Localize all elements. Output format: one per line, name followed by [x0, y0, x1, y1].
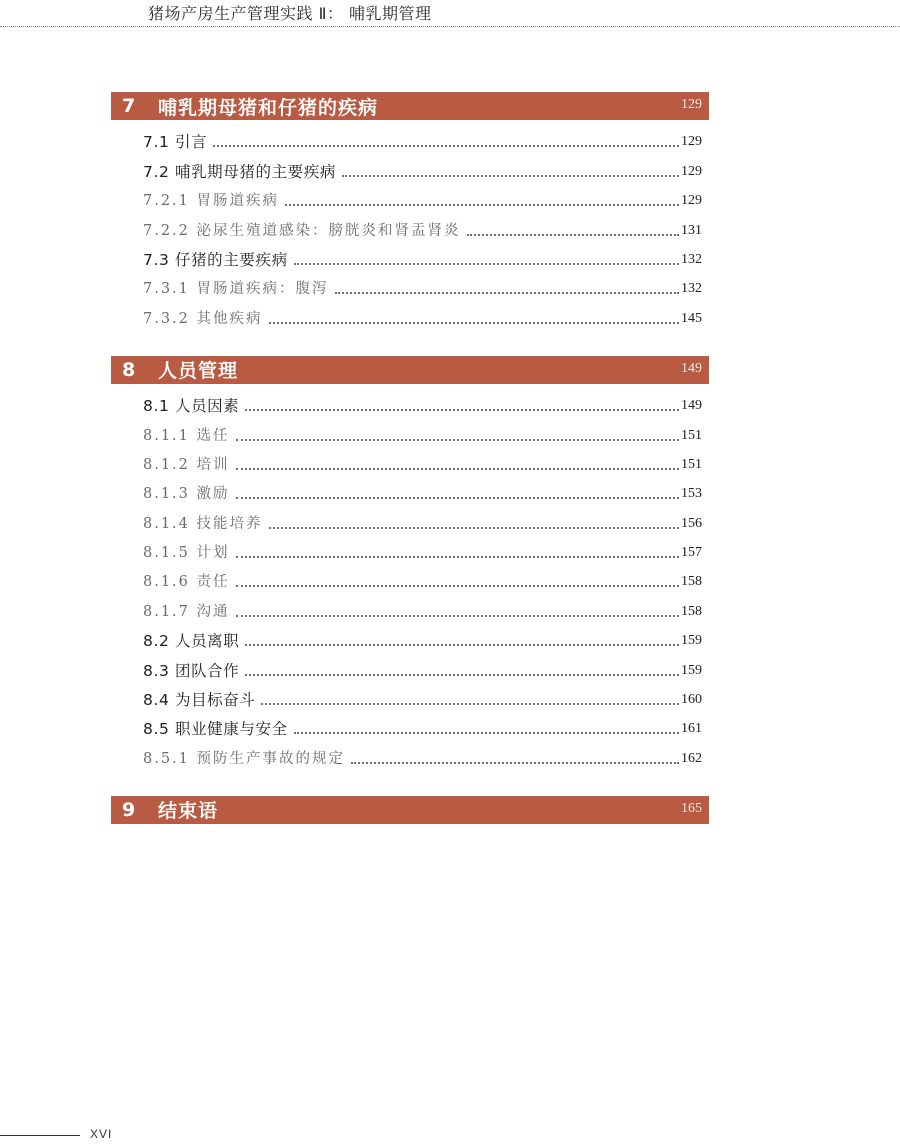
toc-entry[interactable] [111, 212, 709, 241]
toc-entry-page: 153 [681, 486, 702, 502]
entry-list [111, 120, 709, 330]
chapter-page-number: 165 [681, 800, 702, 816]
dot-leader [236, 585, 679, 587]
dot-leader [285, 204, 679, 206]
toc-entry[interactable] [111, 711, 709, 740]
toc-entry-page: 162 [681, 750, 702, 766]
chapter-heading[interactable] [111, 356, 709, 384]
dot-leader [245, 644, 679, 646]
toc-entry-label: 7.2.2 泌尿生殖道感染：膀胱炎和肾盂肾炎 [143, 222, 461, 239]
toc-entry[interactable] [111, 183, 709, 212]
dot-leader [269, 527, 679, 529]
toc-entry-label: 7.2 哺乳期母猪的主要疾病 [143, 162, 336, 181]
toc-entry[interactable] [111, 124, 709, 153]
entry-list [111, 384, 709, 770]
dot-leader [269, 322, 679, 324]
dot-leader [236, 439, 679, 441]
toc-entry-label: 7.2.1 胃肠道疾病 [143, 193, 280, 210]
chapter-heading[interactable] [111, 796, 709, 824]
toc-entry[interactable] [111, 417, 709, 446]
toc-entry-page: 159 [681, 662, 702, 678]
toc-entry-label: 8.5 职业健康与安全 [143, 720, 288, 739]
toc-entry-label: 7.1 引言 [143, 133, 208, 152]
chapter-title: 人员管理 [158, 360, 239, 383]
toc-entry-page: 131 [681, 222, 702, 238]
toc-entry[interactable] [111, 476, 709, 505]
toc-entry[interactable] [111, 242, 709, 271]
toc-entry-label: 8.1.7 沟通 [143, 603, 230, 620]
chapter-section [111, 92, 709, 330]
toc-entry[interactable] [111, 652, 709, 681]
dot-leader [245, 409, 679, 411]
toc-entry-page: 151 [681, 427, 702, 443]
toc-entry[interactable] [111, 623, 709, 652]
toc-entry-page: 157 [681, 545, 702, 561]
dot-leader [351, 762, 679, 764]
toc-entry-label: 7.3.2 其他疾病 [143, 310, 263, 327]
toc-entry-label: 8.5.1 预防生产事故的规定 [143, 750, 346, 767]
page-folio: XVI [90, 1127, 113, 1141]
toc-entry-page: 161 [681, 721, 702, 737]
dot-leader [342, 175, 679, 177]
toc-entry[interactable] [111, 682, 709, 711]
toc-entry[interactable] [111, 564, 709, 593]
dot-leader [213, 145, 679, 147]
chapter-title: 哺乳期母猪和仔猪的疾病 [158, 96, 379, 119]
toc-entry-page: 158 [681, 574, 702, 590]
toc-entry-label: 8.1.2 培训 [143, 456, 230, 473]
dot-leader [236, 556, 679, 558]
toc-entry-page: 129 [681, 134, 702, 150]
toc-entry-page: 156 [681, 515, 702, 531]
chapter-page-number: 149 [681, 360, 702, 376]
running-header [0, 0, 900, 27]
toc-entry-page: 160 [681, 692, 702, 708]
toc-entry[interactable] [111, 535, 709, 564]
table-of-contents [111, 92, 709, 850]
toc-entry-label: 8.4 为目标奋斗 [143, 691, 256, 710]
toc-entry-label: 8.1.4 技能培养 [143, 515, 263, 532]
toc-entry-label: 8.2 人员离职 [143, 632, 240, 651]
toc-entry-label: 7.3.1 胃肠道疾病：腹泻 [143, 281, 329, 298]
dot-leader [467, 234, 679, 236]
dot-leader [294, 263, 679, 265]
toc-entry[interactable] [111, 153, 709, 182]
toc-entry[interactable] [111, 271, 709, 300]
toc-entry[interactable] [111, 388, 709, 417]
chapter-number: 8 [122, 358, 136, 381]
chapter-title: 结束语 [158, 800, 219, 823]
toc-entry-page: 158 [681, 603, 702, 619]
dot-leader [261, 703, 679, 705]
toc-entry-label: 8.1 人员因素 [143, 397, 240, 416]
toc-entry[interactable] [111, 300, 709, 329]
toc-entry-page: 151 [681, 456, 702, 472]
dot-leader [236, 468, 679, 470]
toc-entry-page: 129 [681, 193, 702, 209]
dot-leader [245, 674, 679, 676]
toc-entry-page: 149 [681, 398, 702, 414]
dot-leader [236, 615, 679, 617]
toc-entry[interactable] [111, 505, 709, 534]
toc-entry-page: 145 [681, 310, 702, 326]
toc-entry-label: 8.1.6 责任 [143, 574, 230, 591]
footer-rule [0, 1135, 80, 1136]
toc-entry-label: 8.1.1 选任 [143, 427, 230, 444]
chapter-heading[interactable] [111, 92, 709, 120]
toc-entry-page: 129 [681, 163, 702, 179]
dot-leader [294, 732, 679, 734]
toc-entry-label: 8.1.3 激励 [143, 486, 230, 503]
chapter-number: 9 [122, 798, 136, 821]
toc-entry[interactable] [111, 447, 709, 476]
toc-entry-page: 132 [681, 281, 702, 297]
running-header-title: 猪场产房生产管理实践 Ⅱ： 哺乳期管理 [148, 4, 432, 23]
toc-entry[interactable] [111, 740, 709, 769]
toc-entry-page: 159 [681, 633, 702, 649]
toc-entry-label: 7.3 仔猪的主要疾病 [143, 250, 288, 269]
chapter-section [111, 356, 709, 770]
chapter-section [111, 796, 709, 824]
toc-entry[interactable] [111, 593, 709, 622]
chapter-number: 7 [122, 95, 136, 117]
dot-leader [236, 497, 679, 499]
chapter-page-number: 129 [681, 97, 702, 112]
toc-entry-label: 8.3 团队合作 [143, 661, 240, 680]
toc-entry-page: 132 [681, 251, 702, 267]
toc-entry-label: 8.1.5 计划 [143, 545, 230, 562]
dot-leader [335, 292, 679, 294]
